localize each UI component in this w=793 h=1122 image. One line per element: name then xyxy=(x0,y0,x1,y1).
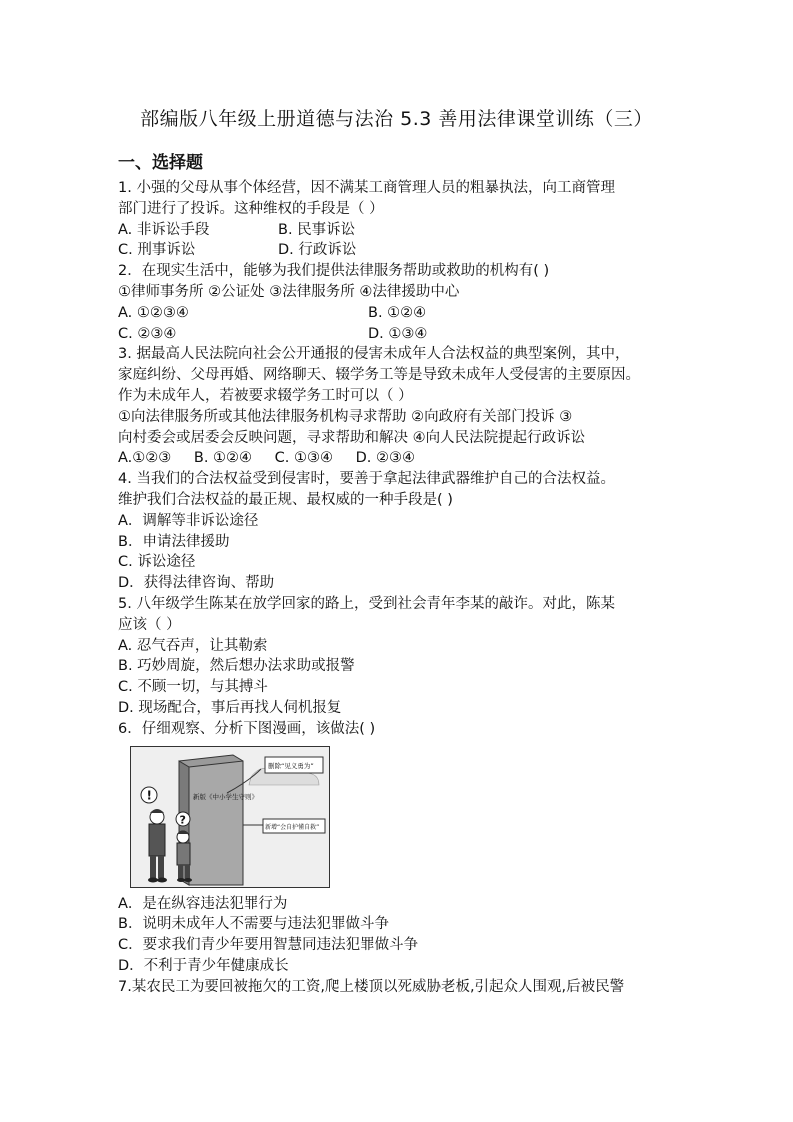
question-text: 5. 八年级学生陈某在放学回家的路上，受到社会青年李某的敲诈。对此，陈某 xyxy=(118,595,615,612)
question-text: 1. 小强的父母从事个体经营，因不满某工商管理人员的粗暴执法，向工商管理 xyxy=(118,180,615,196)
option-d: D. ①③④ xyxy=(368,325,428,342)
section-heading: 一、选择题 xyxy=(118,153,203,173)
option-b: B. ①②④ xyxy=(193,450,253,467)
question-text: 2．在现实生活中，能够为我们提供法律服务帮助或救助的机构有( ) xyxy=(118,263,550,280)
question-text: 维护我们合法权益的最正规、最权威的一种手段是( ) xyxy=(118,491,453,508)
question-text: 7.某农民工为要回被拖欠的工资,爬上楼顶以死威胁老板,引起众人围观,后被民警 xyxy=(118,978,625,995)
option-a: A. 忍气吞声，让其勒索 xyxy=(118,637,268,654)
option-b: B. 民事诉讼 xyxy=(278,221,356,238)
question-mark: ? xyxy=(179,813,186,827)
option-b: B. ①②④ xyxy=(368,304,427,321)
option-c: C．要求我们青少年要用智慧同违法犯罪做斗争 xyxy=(118,937,419,954)
option-a: A．调解等非诉讼途径 xyxy=(118,512,259,529)
question-text: 应该（ ） xyxy=(118,616,181,633)
tag-bottom xyxy=(263,819,325,833)
option-b: B．说明未成年人不需要与违法犯罪做斗争 xyxy=(118,916,389,933)
question-4 xyxy=(118,469,678,594)
option-c: C. 诉讼途径 xyxy=(118,554,196,571)
question-1 xyxy=(118,178,678,261)
question-list xyxy=(118,178,678,998)
question-text: 部门进行了投诉。这种维权的手段是（ ） xyxy=(118,200,384,217)
tag-bottom-text: 新增“会自护懂自救” xyxy=(265,823,320,831)
tag-top xyxy=(265,757,323,773)
option-d: D．获得法律咨询、帮助 xyxy=(118,575,275,592)
question-text: ①律师事务所 ②公证处 ③法律服务所 ④法律援助中心 xyxy=(118,283,460,300)
cartoon-illustration xyxy=(131,747,329,887)
option-a: A. ①②③④ xyxy=(118,304,189,321)
option-a: A．是在纵容违法犯罪行为 xyxy=(118,895,288,912)
page-title: 部编版八年级上册道德与法治 5.3 善用法律课堂训练（三） xyxy=(140,108,653,130)
question-6 xyxy=(118,719,678,977)
option-c: C. ①③④ xyxy=(274,450,334,467)
exclamation-mark: ! xyxy=(146,788,152,803)
option-b: B．申请法律援助 xyxy=(118,533,230,550)
question-3 xyxy=(118,344,678,469)
question-text: 家庭纠纷、父母再婚、网络聊天、辍学务工等是导致未成年人受侵害的主要原因。 xyxy=(118,367,640,384)
question-text: ①向法律服务所或其他法律服务机构寻求帮助 ②向政府有关部门投诉 ③ xyxy=(118,408,573,425)
question-text: 作为未成年人，若被要求辍学务工时可以（ ） xyxy=(118,387,413,404)
option-d: D. 现场配合，事后再找人伺机报复 xyxy=(118,699,342,716)
question-text: 4. 当我们的合法权益受到侵害时，要善于拿起法律武器维护自己的合法权益。 xyxy=(118,471,615,488)
question-5 xyxy=(118,594,678,719)
option-d: D．不利于青少年健康成长 xyxy=(118,957,289,974)
option-c: C. 刑事诉讼 xyxy=(118,242,196,259)
option-c: C. 不顾一切，与其搏斗 xyxy=(118,679,268,696)
cartoon-image xyxy=(130,746,330,888)
book-label: 新版《中小学生守则》 xyxy=(193,792,258,801)
question-2 xyxy=(118,261,678,344)
option-a: A. 非诉讼手段 xyxy=(118,221,210,238)
question-text: 3. 据最高人民法院向社会公开通报的侵害未成年人合法权益的典型案例，其中， xyxy=(118,346,630,363)
option-a: A.①②③ xyxy=(118,450,172,467)
option-d: D. 行政诉讼 xyxy=(278,242,357,259)
option-c: C. ②③④ xyxy=(118,325,177,342)
option-b: B. 巧妙周旋，然后想办法求助或报警 xyxy=(118,658,355,675)
question-7 xyxy=(118,977,678,998)
question-text: 向村委会或居委会反映问题，寻求帮助和解决 ④向人民法院提起行政诉讼 xyxy=(118,429,586,446)
question-text: 6．仔细观察、分析下图漫画，该做法( ) xyxy=(118,720,376,737)
option-d: D. ②③④ xyxy=(355,450,416,467)
tag-top-text: 删除“见义勇为” xyxy=(268,761,314,770)
